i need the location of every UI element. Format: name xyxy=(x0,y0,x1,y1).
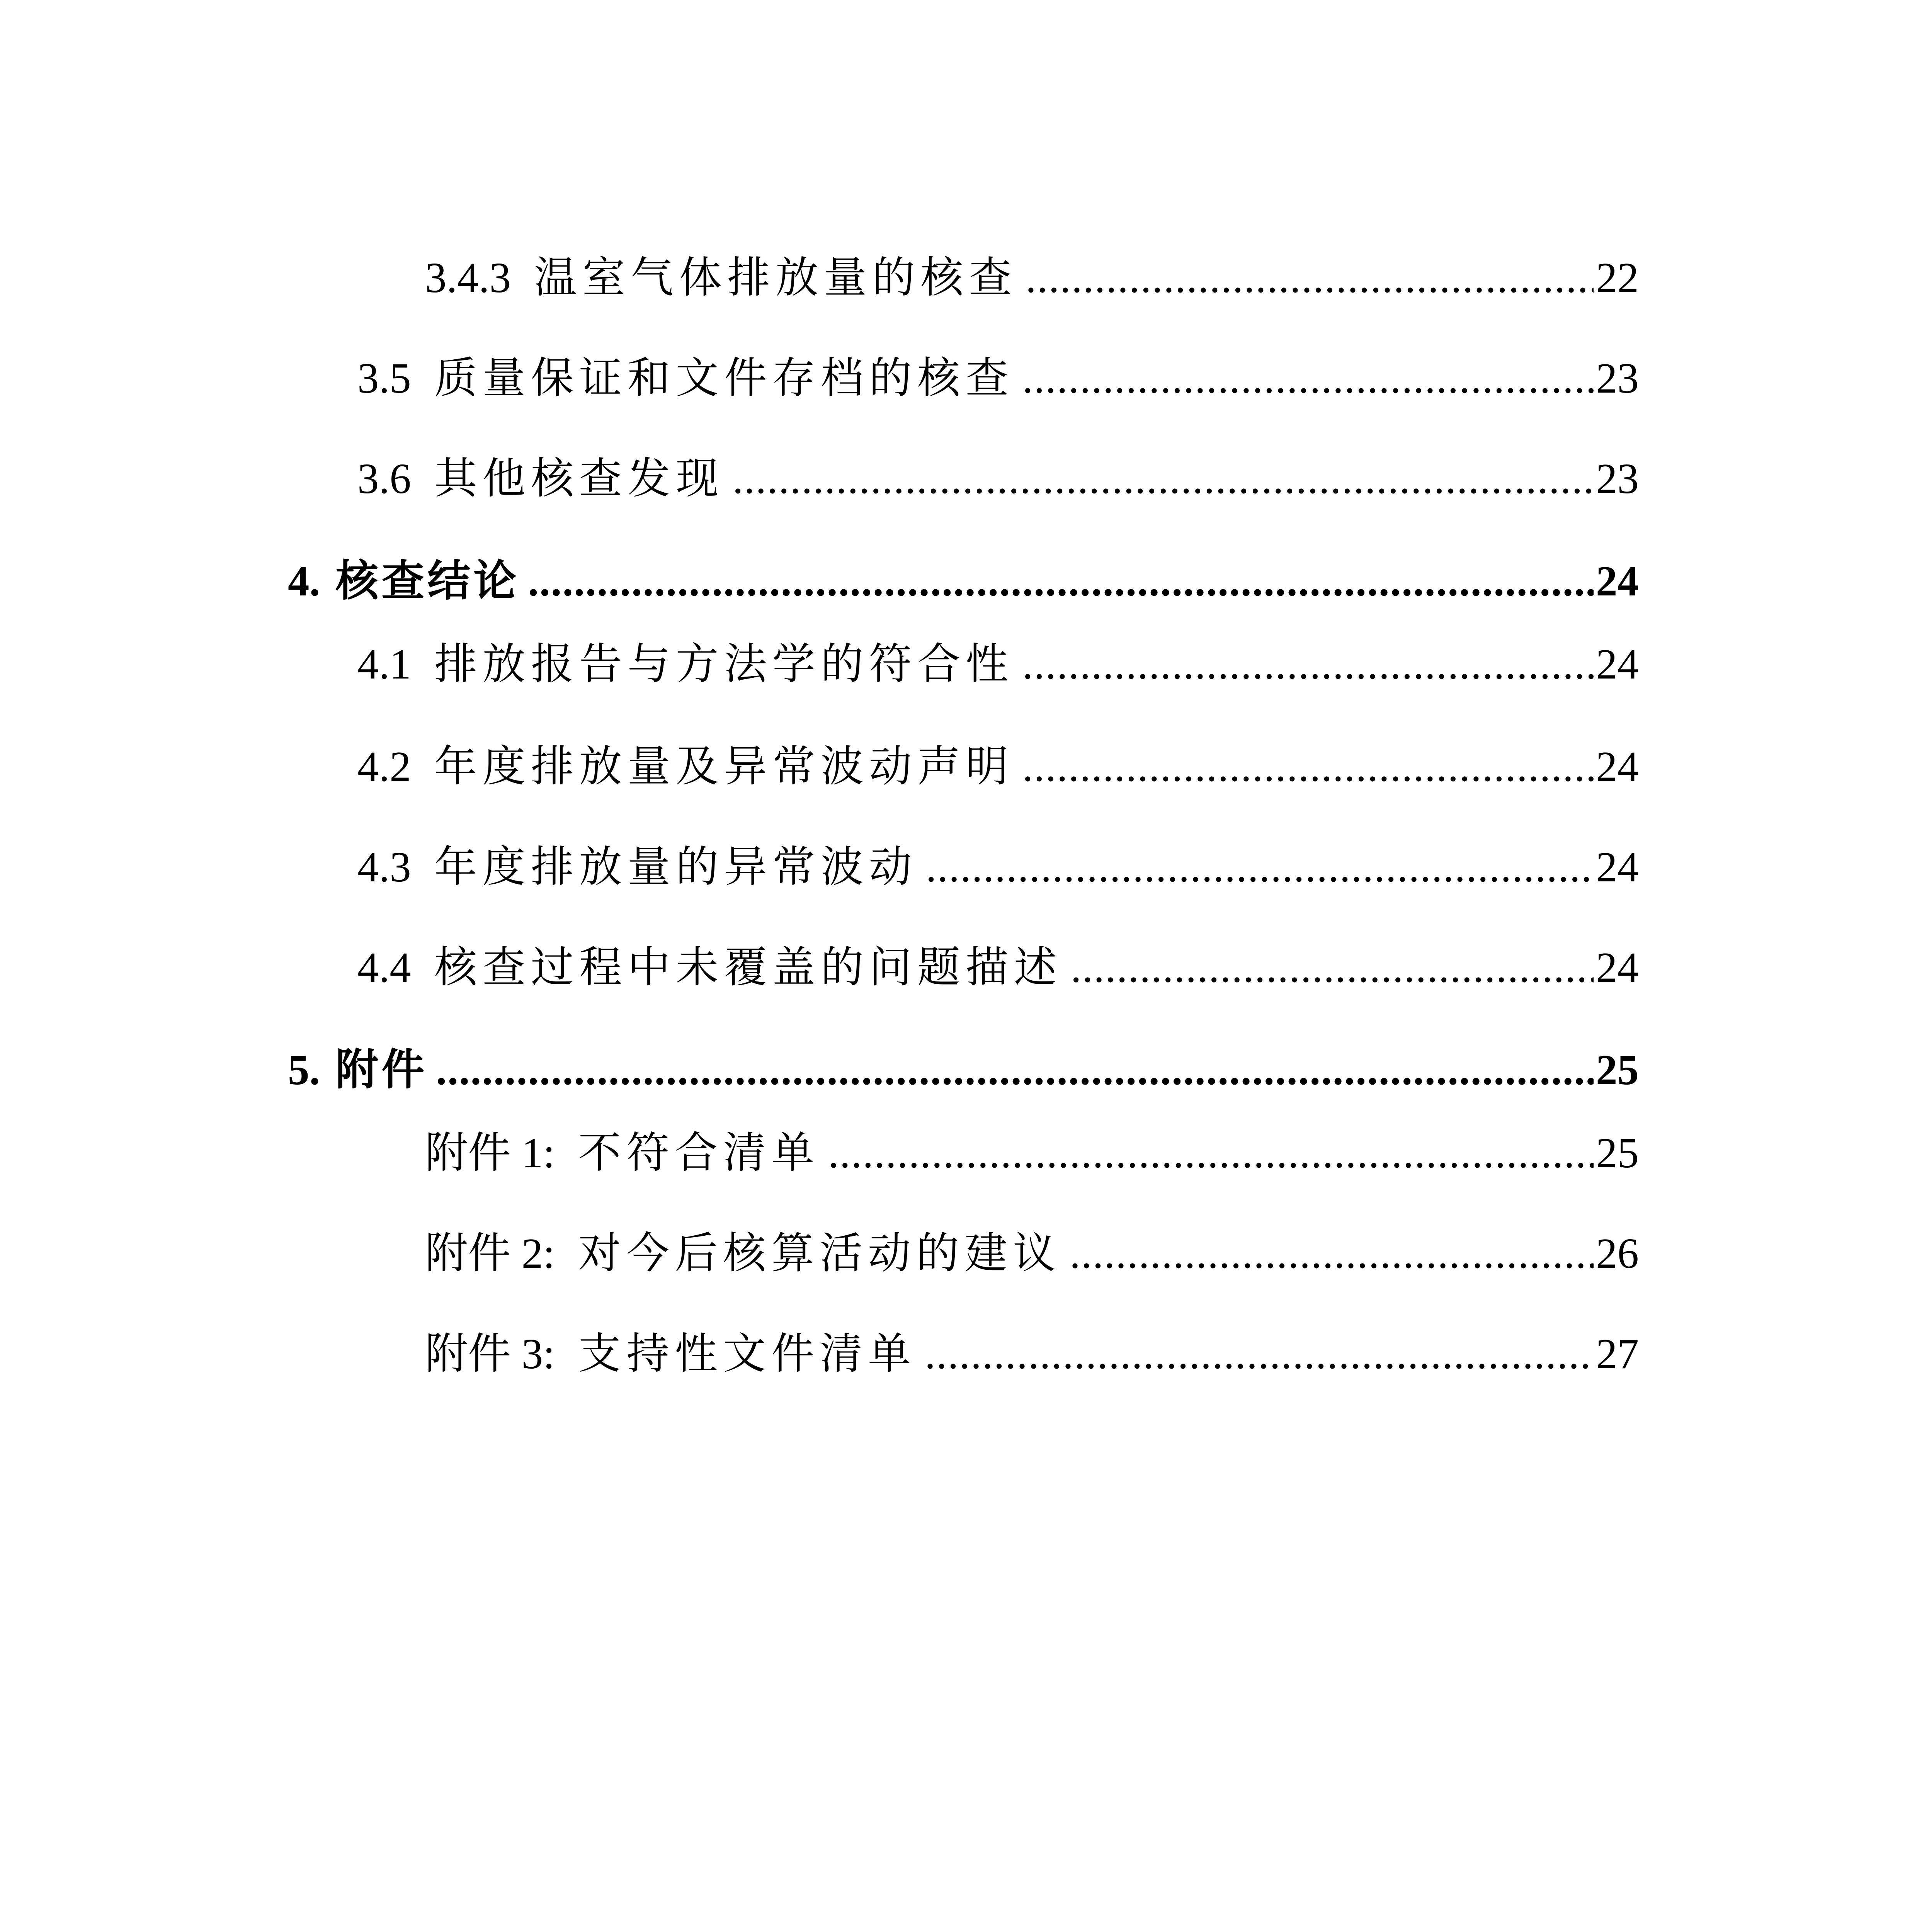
toc-entry-appendix-1[interactable] xyxy=(425,1122,1639,1184)
toc-dot-leader xyxy=(436,1039,1594,1101)
toc-entry-4-1[interactable] xyxy=(357,634,1639,696)
toc-entry-title: 支持性文件清单 xyxy=(578,1330,917,1378)
toc-entry-page: 26 xyxy=(1596,1230,1639,1277)
toc-entry-number: 4.1 xyxy=(357,641,411,688)
toc-entry-number: 4.3 xyxy=(357,844,411,891)
toc-entry-title: 核查过程中未覆盖的问题描述 xyxy=(434,944,1062,992)
toc-entry-page: 24 xyxy=(1596,641,1639,688)
toc-entry-4-4[interactable] xyxy=(357,937,1639,999)
toc-entry-number: 附件 1: xyxy=(425,1129,555,1177)
toc-entry-number: 3.4.3 xyxy=(425,254,511,302)
toc-entry-3-6[interactable] xyxy=(357,448,1639,510)
toc-entry-number: 4.4 xyxy=(357,944,411,992)
toc-entry-title: 年度排放量及异常波动声明 xyxy=(434,743,1014,791)
toc-entry-3-4-3[interactable] xyxy=(425,247,1639,309)
toc-dot-leader xyxy=(1022,634,1594,696)
toc-entry-title: 温室气体排放量的核查 xyxy=(534,254,1017,302)
toc-entry-page: 24 xyxy=(1596,743,1639,791)
toc-entry-title: 质量保证和文件存档的核查 xyxy=(434,355,1014,402)
toc-entry-4-3[interactable] xyxy=(357,837,1639,898)
toc-entry-4[interactable] xyxy=(288,551,1639,612)
toc-entry-title: 不符合清单 xyxy=(578,1129,820,1177)
toc-dot-leader xyxy=(926,837,1594,898)
toc-entry-number: 附件 3: xyxy=(425,1330,555,1378)
toc-entry-title: 对今后核算活动的建议 xyxy=(578,1230,1061,1277)
toc-dot-leader xyxy=(1022,348,1594,410)
toc-entry-number: 3.6 xyxy=(357,455,411,503)
toc-dot-leader xyxy=(828,1122,1594,1184)
toc-entry-title: 核查结论 xyxy=(335,558,520,605)
toc-entry-number: 4.2 xyxy=(357,743,411,791)
toc-entry-page: 24 xyxy=(1596,944,1639,992)
toc-entry-number: 附件 2: xyxy=(425,1230,555,1277)
toc-entry-page: 22 xyxy=(1596,254,1639,302)
toc-entry-page: 25 xyxy=(1596,1129,1639,1177)
toc-entry-title: 其他核查发现 xyxy=(434,455,724,503)
toc-entry-3-5[interactable] xyxy=(357,348,1639,410)
toc-entry-page: 25 xyxy=(1596,1046,1639,1094)
toc-dot-leader xyxy=(1022,736,1594,798)
toc-dot-leader xyxy=(528,551,1594,612)
toc-dot-leader xyxy=(1026,247,1594,309)
toc-entry-appendix-3[interactable] xyxy=(425,1323,1639,1385)
toc-entry-appendix-2[interactable] xyxy=(425,1223,1639,1285)
toc-entry-page: 24 xyxy=(1596,558,1639,605)
toc-entry-page: 27 xyxy=(1596,1330,1639,1378)
toc-dot-leader xyxy=(925,1323,1594,1385)
toc-entry-title: 附件 xyxy=(335,1046,428,1094)
toc-entry-page: 24 xyxy=(1596,844,1639,891)
toc-entry-4-2[interactable] xyxy=(357,736,1639,798)
toc-dot-leader xyxy=(1071,937,1594,999)
toc-entry-title: 年度排放量的异常波动 xyxy=(434,844,917,891)
toc-entry-page: 23 xyxy=(1596,355,1639,402)
toc-entry-number: 5. xyxy=(288,1046,320,1094)
toc-entry-5[interactable] xyxy=(288,1039,1639,1101)
toc-dot-leader xyxy=(733,448,1594,510)
toc-entry-number: 4. xyxy=(288,558,320,605)
toc-entry-page: 23 xyxy=(1596,455,1639,503)
toc-dot-leader xyxy=(1070,1223,1594,1285)
toc-entry-title: 排放报告与方法学的符合性 xyxy=(434,641,1014,688)
toc-entry-number: 3.5 xyxy=(357,355,411,402)
